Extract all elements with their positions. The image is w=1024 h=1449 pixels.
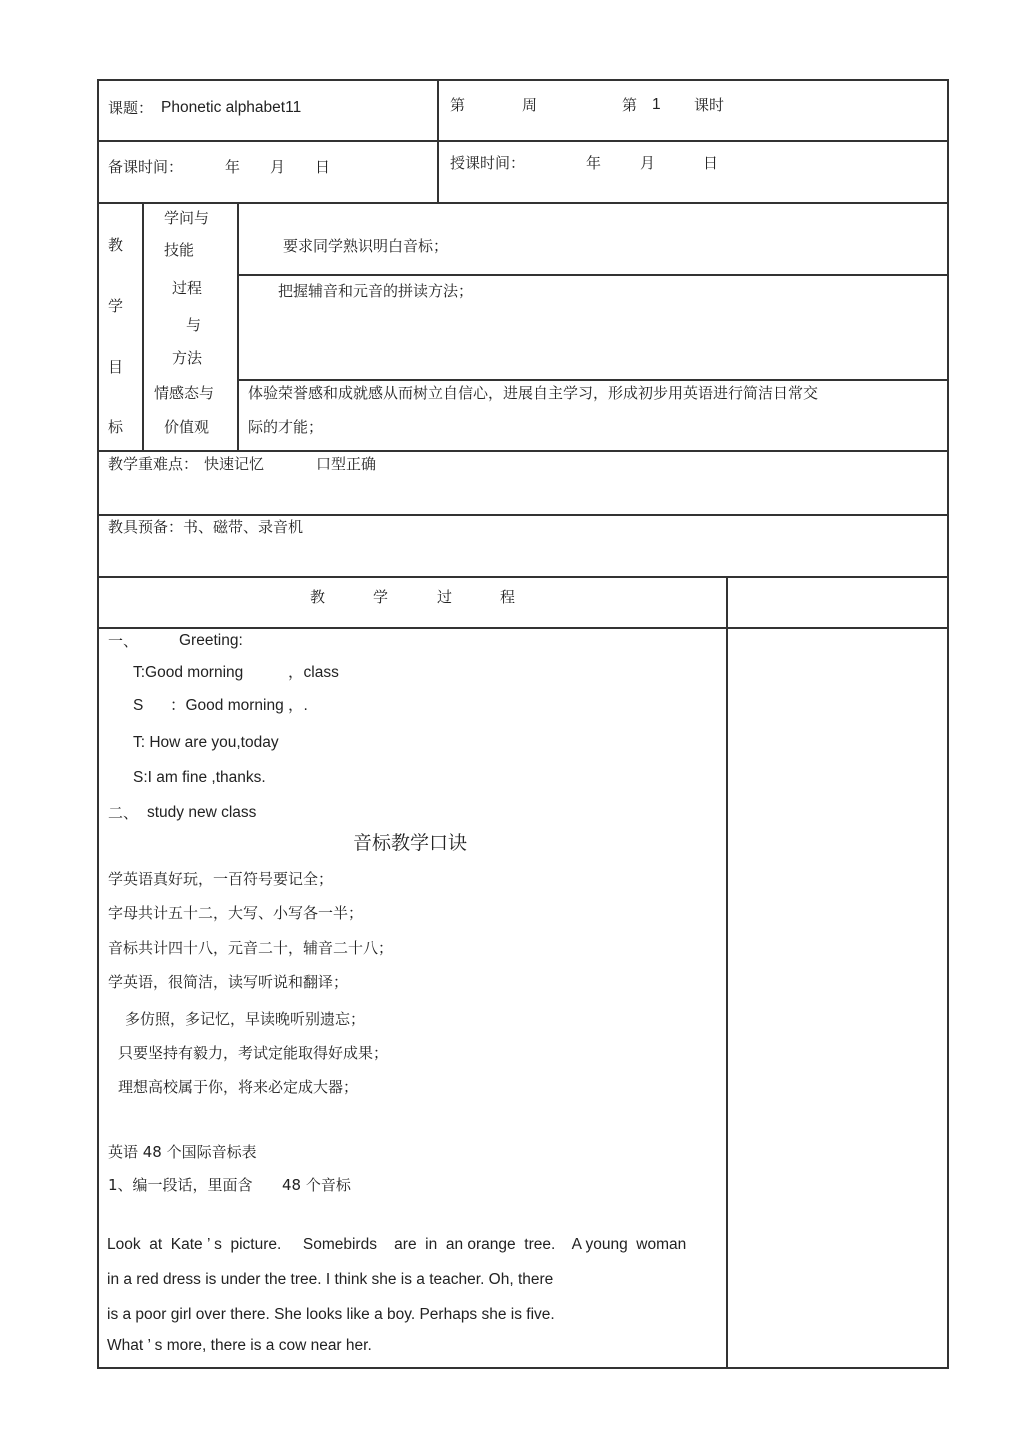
poem-line: 字母共计五十二，大写、小写各一半； xyxy=(108,904,364,922)
week-label-zhou: 周 xyxy=(522,96,538,114)
column-divider xyxy=(726,576,728,1368)
objective-label: 过程 xyxy=(172,279,203,297)
row-divider xyxy=(97,450,949,452)
prep-day: 日 xyxy=(315,158,331,176)
teach-month: 月 xyxy=(640,154,656,172)
column-divider xyxy=(237,202,239,451)
dialogue-line: ：Good morning ，. xyxy=(170,697,308,714)
week-label-di: 第 xyxy=(450,96,466,114)
process-header-char: 教 xyxy=(310,588,326,606)
prep-time-label: 备课时间： xyxy=(108,158,184,176)
passage-line: What ’ s more, there is a cow near her. xyxy=(107,1337,372,1354)
row-divider xyxy=(237,379,949,381)
column-divider xyxy=(437,79,439,203)
step-instruction: 1、编一段话，里面含 xyxy=(108,1176,253,1194)
objective-content: 把握辅音和元音的拼读方法； xyxy=(278,282,474,300)
poem-line: 音标共计四十八，元音二十，辅音二十八； xyxy=(108,939,394,957)
dialogue-line: T:Good morning xyxy=(133,664,244,681)
objective-content: 要求同学熟识明白音标； xyxy=(283,237,449,255)
topic-value: Phonetic alphabet11 xyxy=(161,99,302,116)
poem-line: 只要坚持有毅力，考试定能取得好成果； xyxy=(118,1044,389,1062)
table-border-right xyxy=(947,79,949,1368)
lesson-label-keshi: 课时 xyxy=(694,96,725,114)
process-header-char: 程 xyxy=(500,588,516,606)
teach-day: 日 xyxy=(703,154,719,172)
objective-label: 学问与 xyxy=(164,209,210,227)
poem-title: 音标教学口诀 xyxy=(353,832,468,854)
objective-label: 技能 xyxy=(164,241,195,259)
objective-label: 价值观 xyxy=(164,418,210,436)
table-border-top xyxy=(97,79,949,81)
row-divider xyxy=(97,140,949,142)
row-divider xyxy=(97,627,949,629)
dialogue-line: S xyxy=(133,697,144,714)
objective-label: 方法 xyxy=(172,349,203,367)
dialogue-line: S:I am fine ,thanks. xyxy=(133,769,266,786)
teach-time-label: 授课时间： xyxy=(450,154,526,172)
key-point: 口型正确 xyxy=(316,455,377,473)
key-points-label: 教学重难点： xyxy=(108,455,199,473)
key-point: 快速记忆 xyxy=(204,455,265,473)
lesson-number: 1 xyxy=(652,96,661,113)
objectives-side-char: 教 xyxy=(108,236,124,254)
table-border-left xyxy=(97,79,99,1368)
passage-line: is a poor girl over there. She looks like a boy. Perhaps she is five. xyxy=(107,1306,555,1323)
teaching-tools: 教具预备：书、磁带、录音机 xyxy=(108,518,304,536)
row-divider xyxy=(97,514,949,516)
poem-line: 理想高校属于你，将来必定成大器； xyxy=(118,1078,359,1096)
row-divider xyxy=(97,202,949,204)
prep-year: 年 xyxy=(225,158,241,176)
column-divider xyxy=(142,202,144,451)
process-header-char: 学 xyxy=(373,588,389,606)
objective-label: 情感态与 xyxy=(154,384,215,402)
process-header-char: 过 xyxy=(437,588,453,606)
step-instruction: 48 个音标 xyxy=(282,1176,351,1194)
dialogue-line: T: How are you,today xyxy=(133,734,279,751)
poem-line: 多仿照，多记忆，早读晚听别遗忘； xyxy=(125,1010,366,1028)
section-number: 一、 xyxy=(108,632,139,650)
dialogue-line: ，class xyxy=(288,664,339,681)
objectives-side-char: 学 xyxy=(108,297,124,315)
section-title: study new class xyxy=(147,804,257,821)
section-title: Greeting: xyxy=(179,632,243,649)
objectives-side-char: 标 xyxy=(108,418,124,436)
objective-content: 体验荣誉感和成就感从而树立自信心，进展自主学习，形成初步用英语进行简洁日常交 xyxy=(248,384,819,402)
objectives-side-char: 目 xyxy=(108,358,124,376)
section-number: 二、 xyxy=(108,804,139,822)
table-border-bottom xyxy=(97,1367,949,1369)
prep-month: 月 xyxy=(270,158,286,176)
teach-year: 年 xyxy=(586,154,602,172)
passage-line: in a red dress is under the tree. I think she is a teacher. Oh, there xyxy=(107,1271,554,1288)
passage-line: Look at Kate ’ s picture. Somebirds are in an orange tree. A young woman xyxy=(107,1236,687,1253)
poem-line: 学英语，很简洁，读写听说和翻译； xyxy=(108,973,349,991)
row-divider xyxy=(97,576,949,578)
objective-label: 与 xyxy=(186,316,202,334)
row-divider xyxy=(237,274,949,276)
phonetic-table-title: 英语 48 个国际音标表 xyxy=(108,1143,257,1161)
objective-content: 际的才能； xyxy=(248,418,324,436)
topic-label: 课题： xyxy=(108,99,154,117)
poem-line: 学英语真好玩，一百符号要记全； xyxy=(108,870,334,888)
lesson-label-di: 第 xyxy=(622,96,638,114)
